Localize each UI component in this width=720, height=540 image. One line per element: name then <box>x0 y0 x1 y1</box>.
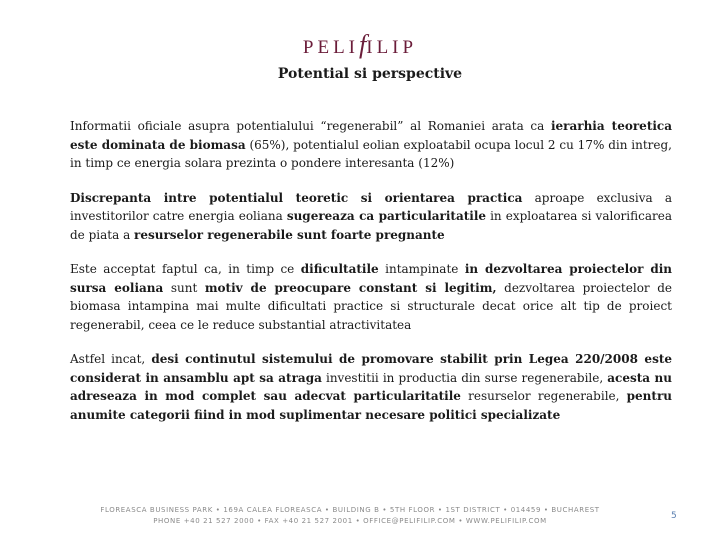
paragraph <box>70 117 672 173</box>
text-segment: Astfel incat, <box>70 352 152 366</box>
text-segment: dezvoltarea proiectelor de biomasa intampina mai multe dificultati practice si structurale decat orice alt tip de proiect regenerabil, ceea ce le reduce substantial atractivitatea <box>70 280 672 332</box>
paragraph <box>70 189 672 245</box>
text-segment: Informatii oficiale asupra potentialului “regenerabil” al Romaniei arata ca <box>70 119 551 133</box>
page-title: Potential si perspective <box>277 66 463 82</box>
bold-text-segment: in dezvoltarea proiectelor din sursa eoliana <box>70 262 672 295</box>
company-logo <box>0 30 720 60</box>
bold-text-segment: dificultatile <box>300 262 379 276</box>
footer-address <box>90 505 610 527</box>
paragraph <box>70 260 672 334</box>
bold-text-segment: ierarhia teoretica este dominata de biomasa <box>70 119 672 152</box>
bold-text-segment: Discrepanta intre potentialul teoretic si orientarea practica <box>70 190 523 205</box>
text-segment: investitii in productia din surse regenerabile, <box>321 370 608 385</box>
text-segment: Este acceptat faptul ca, in timp ce <box>70 262 301 276</box>
text-segment: sunt <box>163 280 205 295</box>
bold-text-segment: sugereaza ca particularitatile <box>286 209 487 223</box>
footer-address-line: FLOREASCA BUSINESS PARK • 169A CALEA FLOREASCA • BUILDING B • 5TH FLOOR • 1ST DISTRICT • 014459 • BUCHAREST <box>100 506 600 514</box>
paragraph <box>70 350 672 424</box>
text-segment: intampinate <box>378 262 465 276</box>
body-content <box>70 117 672 440</box>
bold-text-segment: motiv de preocupare constant si legitim, <box>204 280 497 295</box>
bold-text-segment: acesta nu adreseaza in mod complet sau adecvat particularitatile <box>70 370 672 403</box>
bold-text-segment: resurselor regenerabile sunt foarte pregnante <box>134 227 445 242</box>
text-segment: (65%), potentialul eolian exploatabil ocupa locul 2 cu 17% din intreg, in timp ce energia solara prezinta o pondere interesanta (12%) <box>70 137 672 170</box>
logo-text-left: PELI <box>302 37 360 58</box>
bold-text-segment: desi continutul sistemului de promovare stabilit prin Legea 220/2008 este considerat in ansamblu apt sa atraga <box>70 352 673 385</box>
footer-contact-line: PHONE +40 21 527 2000 • FAX +40 21 527 2001 • OFFICE@PELIFILIP.COM • WWW.PELIFILIP.COM <box>153 517 547 525</box>
text-segment: aproape exclusiva a investitorilor catre energia eoliana <box>70 190 672 223</box>
logo-text-right: ILIP <box>366 37 418 58</box>
bold-text-segment: pentru anumite categorii fiind in mod suplimentar necesare politici specializate <box>70 389 672 422</box>
page-number: 5 <box>671 511 677 521</box>
text-segment: resurselor regenerabile, <box>460 389 627 403</box>
text-segment: in exploatarea si valorificarea de piata a <box>70 209 672 242</box>
logo-f-glyph: f <box>359 30 367 59</box>
